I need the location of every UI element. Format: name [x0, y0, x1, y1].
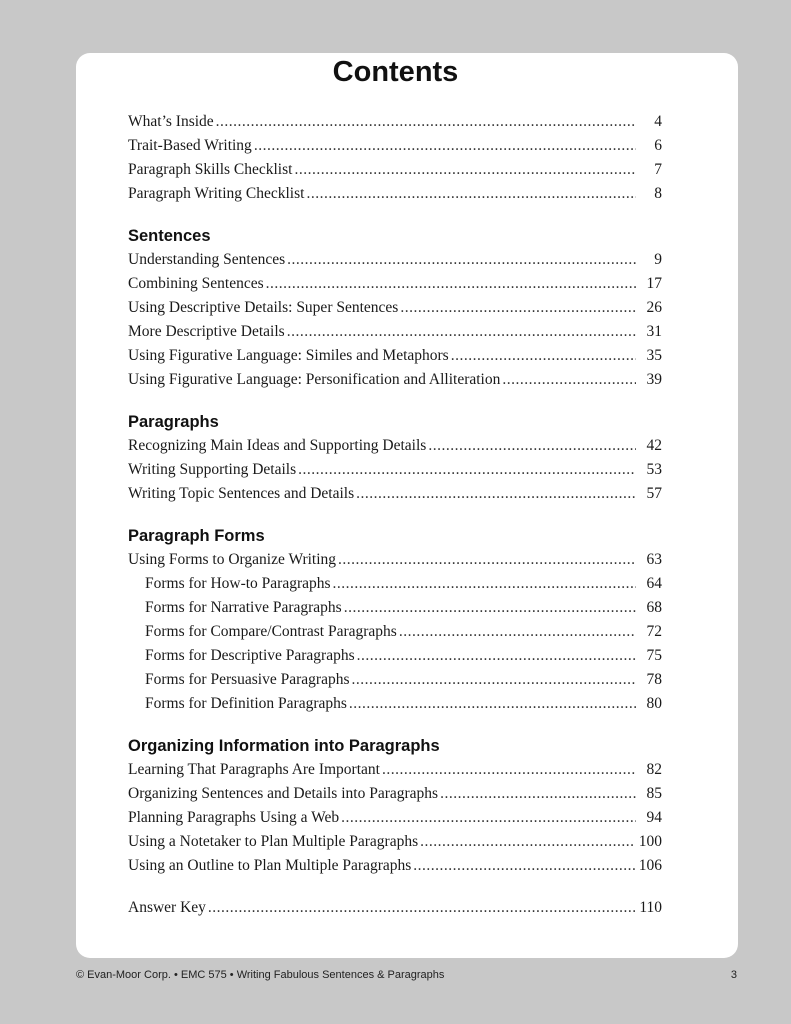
toc-entry-page: 6 [654, 137, 662, 154]
toc-entry[interactable] [128, 482, 662, 506]
toc-entry-page: 94 [646, 809, 662, 826]
toc-entry[interactable] [128, 368, 662, 392]
toc-entry-page: 110 [639, 899, 662, 916]
toc-entry[interactable] [128, 182, 662, 206]
toc-entry-page: 72 [646, 623, 662, 640]
section-heading: Organizing Information into Paragraphs [128, 737, 440, 755]
dot-leader [420, 830, 635, 854]
toc-entry-label: More Descriptive Details [128, 323, 285, 340]
toc-entry-label: Writing Topic Sentences and Details [128, 485, 355, 502]
toc-entry[interactable] [128, 320, 662, 344]
toc-entry[interactable] [128, 458, 662, 482]
toc-entry-label: Understanding Sentences [128, 251, 286, 268]
toc-entry-label: Writing Supporting Details [128, 461, 297, 478]
dot-leader [208, 896, 635, 920]
toc-entry-page: 106 [638, 857, 662, 874]
section-sentences [128, 224, 662, 392]
footer-page-number: 3 [730, 969, 737, 981]
toc-entry-label: Using a Notetaker to Plan Multiple Paragraphs [128, 833, 419, 850]
toc-subentry[interactable] [128, 596, 662, 620]
toc-subentry[interactable] [128, 572, 662, 596]
toc-entry-page: 26 [646, 299, 662, 316]
toc-entry-page: 100 [638, 833, 662, 850]
toc-entry-page: 57 [646, 485, 662, 502]
dot-leader [266, 272, 636, 296]
dot-leader [357, 644, 636, 668]
toc-entry[interactable] [128, 344, 662, 368]
toc-subentry[interactable] [128, 644, 662, 668]
toc-entry-page: 17 [646, 275, 662, 292]
dot-leader [344, 596, 636, 620]
dot-leader [294, 158, 636, 182]
toc-entry-label: Using an Outline to Plan Multiple Paragraphs [128, 857, 412, 874]
section-heading: Sentences [128, 227, 211, 245]
toc-entry-label: Recognizing Main Ideas and Supporting Details [128, 437, 427, 454]
toc-entry-label: Paragraph Skills Checklist [128, 161, 293, 178]
toc-entry-page: 85 [646, 785, 662, 802]
toc-entry-label: Using Figurative Language: Personification and Alliteration [128, 371, 501, 388]
dot-leader [287, 320, 636, 344]
toc-entry-page: 8 [654, 185, 662, 202]
dot-leader [351, 668, 636, 692]
toc-entry-label: Answer Key [128, 899, 206, 916]
toc-entry-page: 68 [646, 599, 662, 616]
toc-entry[interactable] [128, 110, 662, 134]
dot-leader [333, 572, 636, 596]
footer-copyright: © Evan-Moor Corp. • EMC 575 • Writing Fabulous Sentences & Paragraphs [76, 969, 445, 981]
toc-entry-label: Forms for Compare/Contrast Paragraphs [145, 623, 397, 640]
toc-entry-page: 80 [646, 695, 662, 712]
toc-entry-label: What’s Inside [128, 113, 214, 130]
section-paragraph-forms [128, 524, 662, 716]
section-heading: Paragraphs [128, 413, 219, 431]
toc-entry-page: 82 [646, 761, 662, 778]
page-title: Contents [332, 56, 459, 88]
dot-leader [341, 806, 636, 830]
dot-leader [502, 368, 636, 392]
dot-leader [298, 458, 636, 482]
table-of-contents [128, 110, 662, 920]
toc-entry[interactable] [128, 272, 662, 296]
dot-leader [216, 110, 636, 134]
toc-entry-label: Using Descriptive Details: Super Sentences [128, 299, 399, 316]
toc-entry-page: 75 [646, 647, 662, 664]
toc-entry-label: Learning That Paragraphs Are Important [128, 761, 380, 778]
dot-leader [254, 134, 636, 158]
toc-entry-label: Forms for Descriptive Paragraphs [145, 647, 355, 664]
toc-entry-label: Using Forms to Organize Writing [128, 551, 337, 568]
toc-entry-label: Forms for How-to Paragraphs [145, 575, 331, 592]
toc-entry-label: Trait-Based Writing [128, 137, 252, 154]
toc-entry-page: 42 [646, 437, 662, 454]
toc-subentry[interactable] [128, 692, 662, 716]
toc-entry-label: Forms for Narrative Paragraphs [145, 599, 342, 616]
section-paragraphs [128, 410, 662, 506]
dot-leader [356, 482, 636, 506]
toc-entry-label: Forms for Persuasive Paragraphs [145, 671, 350, 688]
toc-entry-page: 9 [654, 251, 662, 268]
dot-leader [349, 692, 636, 716]
dot-leader [306, 182, 636, 206]
toc-entry[interactable] [128, 806, 662, 830]
dot-leader [413, 854, 634, 878]
toc-entry-page: 64 [646, 575, 662, 592]
toc-entry[interactable] [128, 134, 662, 158]
toc-entry-page: 35 [646, 347, 662, 364]
dot-leader [440, 782, 636, 806]
toc-entry-page: 7 [654, 161, 662, 178]
toc-entry-page: 53 [646, 461, 662, 478]
dot-leader [400, 296, 636, 320]
toc-entry-label: Organizing Sentences and Details into Paragraphs [128, 785, 439, 802]
toc-entry-page: 4 [654, 113, 662, 130]
dot-leader [338, 548, 636, 572]
dot-leader [399, 620, 636, 644]
toc-entry-page: 78 [646, 671, 662, 688]
section-heading: Paragraph Forms [128, 527, 265, 545]
toc-entry[interactable] [128, 548, 662, 572]
toc-entry[interactable] [128, 782, 662, 806]
toc-entry-page: 39 [646, 371, 662, 388]
section-organizing-information [128, 734, 662, 878]
toc-entry-page: 31 [646, 323, 662, 340]
dot-leader [428, 434, 636, 458]
toc-entry-label: Forms for Definition Paragraphs [145, 695, 347, 712]
toc-entry-answer-key[interactable] [128, 896, 662, 920]
intro-list [128, 110, 662, 206]
toc-entry-label: Planning Paragraphs Using a Web [128, 809, 340, 826]
toc-entry[interactable] [128, 248, 662, 272]
toc-entry-label: Using Figurative Language: Similes and Metaphors [128, 347, 449, 364]
toc-entry-label: Combining Sentences [128, 275, 264, 292]
dot-leader [287, 248, 636, 272]
toc-entry[interactable] [128, 158, 662, 182]
toc-entry[interactable] [128, 296, 662, 320]
dot-leader [382, 758, 636, 782]
toc-entry[interactable] [128, 854, 662, 878]
toc-subentry[interactable] [128, 620, 662, 644]
toc-entry[interactable] [128, 434, 662, 458]
toc-subentry[interactable] [128, 668, 662, 692]
toc-entry[interactable] [128, 758, 662, 782]
toc-entry-label: Paragraph Writing Checklist [128, 185, 305, 202]
spacer [128, 878, 662, 896]
toc-entry-page: 63 [646, 551, 662, 568]
toc-entry[interactable] [128, 830, 662, 854]
dot-leader [451, 344, 636, 368]
